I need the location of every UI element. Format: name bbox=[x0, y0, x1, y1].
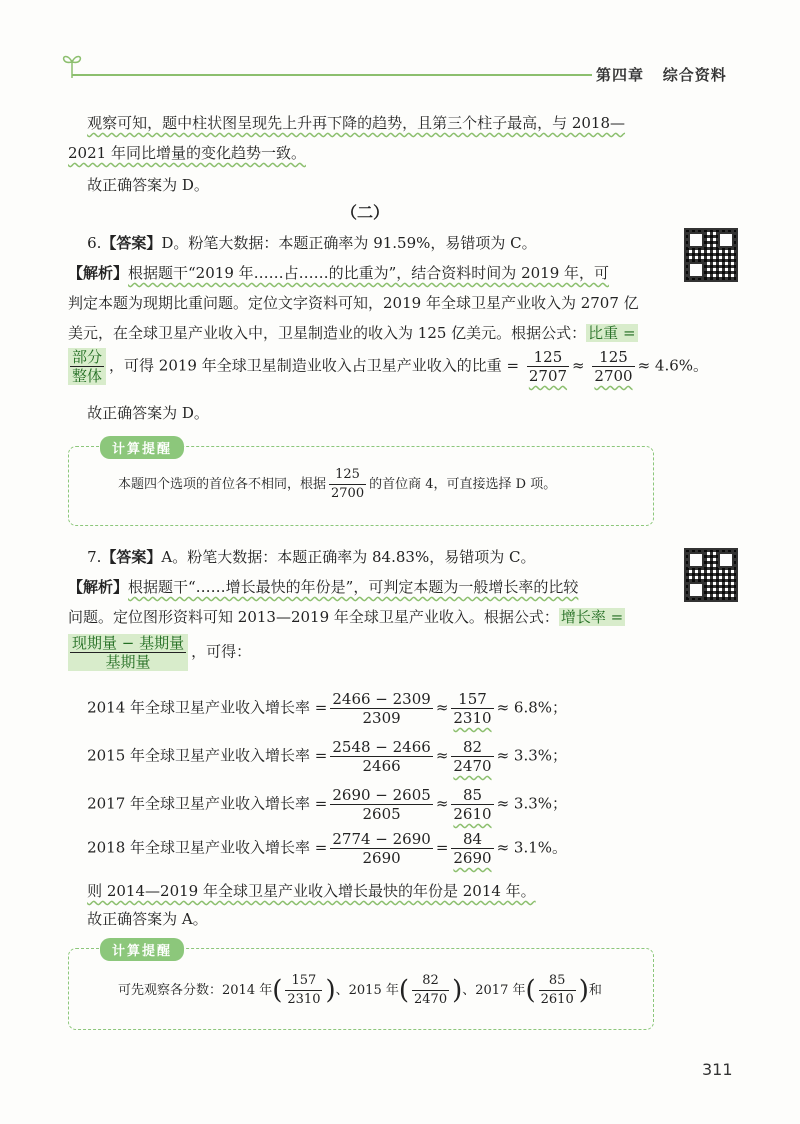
growth-row: 2015 年全球卫星产业收入增长率 = $\frac{2548 - 2466}{2466}$ ≈ $\frac{82}{2470}$ ≈ 3.3%； bbox=[87, 738, 568, 775]
chapter-label: 第四章 bbox=[596, 66, 645, 84]
q7-analysis-1: 【解析】根据题干“……增长最快的年份是”，可判定本题为一般增长率的比较 bbox=[68, 578, 579, 596]
q6-analysis-3: 美元，在全球卫星产业收入中，卫星制造业的收入为 125 亿美元。根据公式： 比重 = bbox=[68, 324, 636, 342]
intro-line-1: 观察可知，题中柱状图呈现先上升再下降的趋势，且第三个柱子最高，与 2018— bbox=[87, 114, 626, 132]
header-rule bbox=[72, 74, 592, 76]
qr-code-q6[interactable] bbox=[684, 228, 738, 282]
q7-analysis-2: 问题。定位图形资料可知 2013—2019 年全球卫星产业收入。根据公式： 增长率 = bbox=[68, 608, 624, 626]
q6-answer: 6.【答案】D。粉笔大数据：本题正确率为 91.59%，易错项为 C。 bbox=[87, 234, 537, 252]
growth-formula-fraction: $\frac{\text{现期量 − 基期量}}{\text{基期量}}$ bbox=[68, 634, 188, 671]
section-label: 综合资料 bbox=[662, 66, 727, 84]
tip-label-1: 计算提醒 bbox=[100, 436, 184, 459]
intro-line-2: 2021 年同比增量的变化趋势一致。 bbox=[68, 144, 306, 162]
ratio-formula-lhs: 比重 = bbox=[588, 324, 636, 342]
growth-row: 2017 年全球卫星产业收入增长率 = $\frac{2690 - 2605}{2605}$ ≈ $\frac{85}{2610}$ ≈ 3.3%； bbox=[87, 786, 568, 823]
intro-conclusion: 故正确答案为 D。 bbox=[87, 176, 209, 194]
chapter-header bbox=[596, 64, 727, 85]
q6-formula-line: $\frac{\text{部分}}{\text{整体}}$ ，可得 2019 年全球卫星制造业收入占卫星产业收入的比重 = $\frac{125}{2707}$ ≈ $\frac{125}{2700}$ ≈ 4.6%。 bbox=[68, 348, 662, 385]
fraction-125-2707: $\frac{125}{2707}$ bbox=[528, 348, 568, 385]
tip-label-2: 计算提醒 bbox=[100, 938, 184, 961]
q7-answer: 7.【答案】A。粉笔大数据：本题正确率为 84.83%，易错项为 C。 bbox=[87, 548, 536, 566]
tip-text-1: 本题四个选项的首位各不相同，根据 $\frac{125}{2700}$ 的首位商 4，可直接选择 D 项。 bbox=[118, 467, 557, 501]
q6-conclusion: 故正确答案为 D。 bbox=[87, 404, 209, 422]
q7-formula-line: $\frac{\text{现期量 − 基期量}}{\text{基期量}}$ ，可得： bbox=[68, 634, 662, 671]
q7-conclusion: 故正确答案为 A。 bbox=[87, 910, 208, 928]
q6-analysis-1: 【解析】根据题干“2019 年……占……的比重为”，结合资料时间为 2019 年，可 bbox=[68, 264, 610, 282]
growth-row: 2014 年全球卫星产业收入增长率 = $\frac{2466 - 2309}{2309}$ ≈ $\frac{157}{2310}$ ≈ 6.8%； bbox=[87, 690, 568, 727]
growth-formula-lhs: 增长率 = bbox=[560, 608, 624, 626]
fraction-125-2700: $\frac{125}{2700}$ bbox=[594, 348, 633, 385]
qr-code-q7[interactable] bbox=[684, 548, 738, 602]
part-title: （二） bbox=[340, 203, 389, 222]
q6-analysis-2: 判定本题为现期比重问题。定位文字资料可知，2019 年全球卫星产业收入为 2707 亿 bbox=[68, 294, 639, 312]
tip-text-2: 可先观察各分数：2014 年( $\frac{157}{2310}$ )、2015 年( $\frac{82}{2470}$ )、2017 年( $\frac{85}{2610}$ )和 bbox=[118, 973, 602, 1007]
q7-summary: 则 2014—2019 年全球卫星产业收入增长最快的年份是 2014 年。 bbox=[87, 882, 536, 900]
ratio-formula-fraction: $\frac{\text{部分}}{\text{整体}}$ bbox=[68, 348, 106, 385]
growth-row: 2018 年全球卫星产业收入增长率 = $\frac{2774 - 2690}{2690}$ = $\frac{84}{2690}$ ≈ 3.1%。 bbox=[87, 830, 568, 867]
page-number: 311 bbox=[702, 1060, 733, 1079]
fraction-125-2700-tip: $\frac{125}{2700}$ bbox=[331, 467, 365, 501]
